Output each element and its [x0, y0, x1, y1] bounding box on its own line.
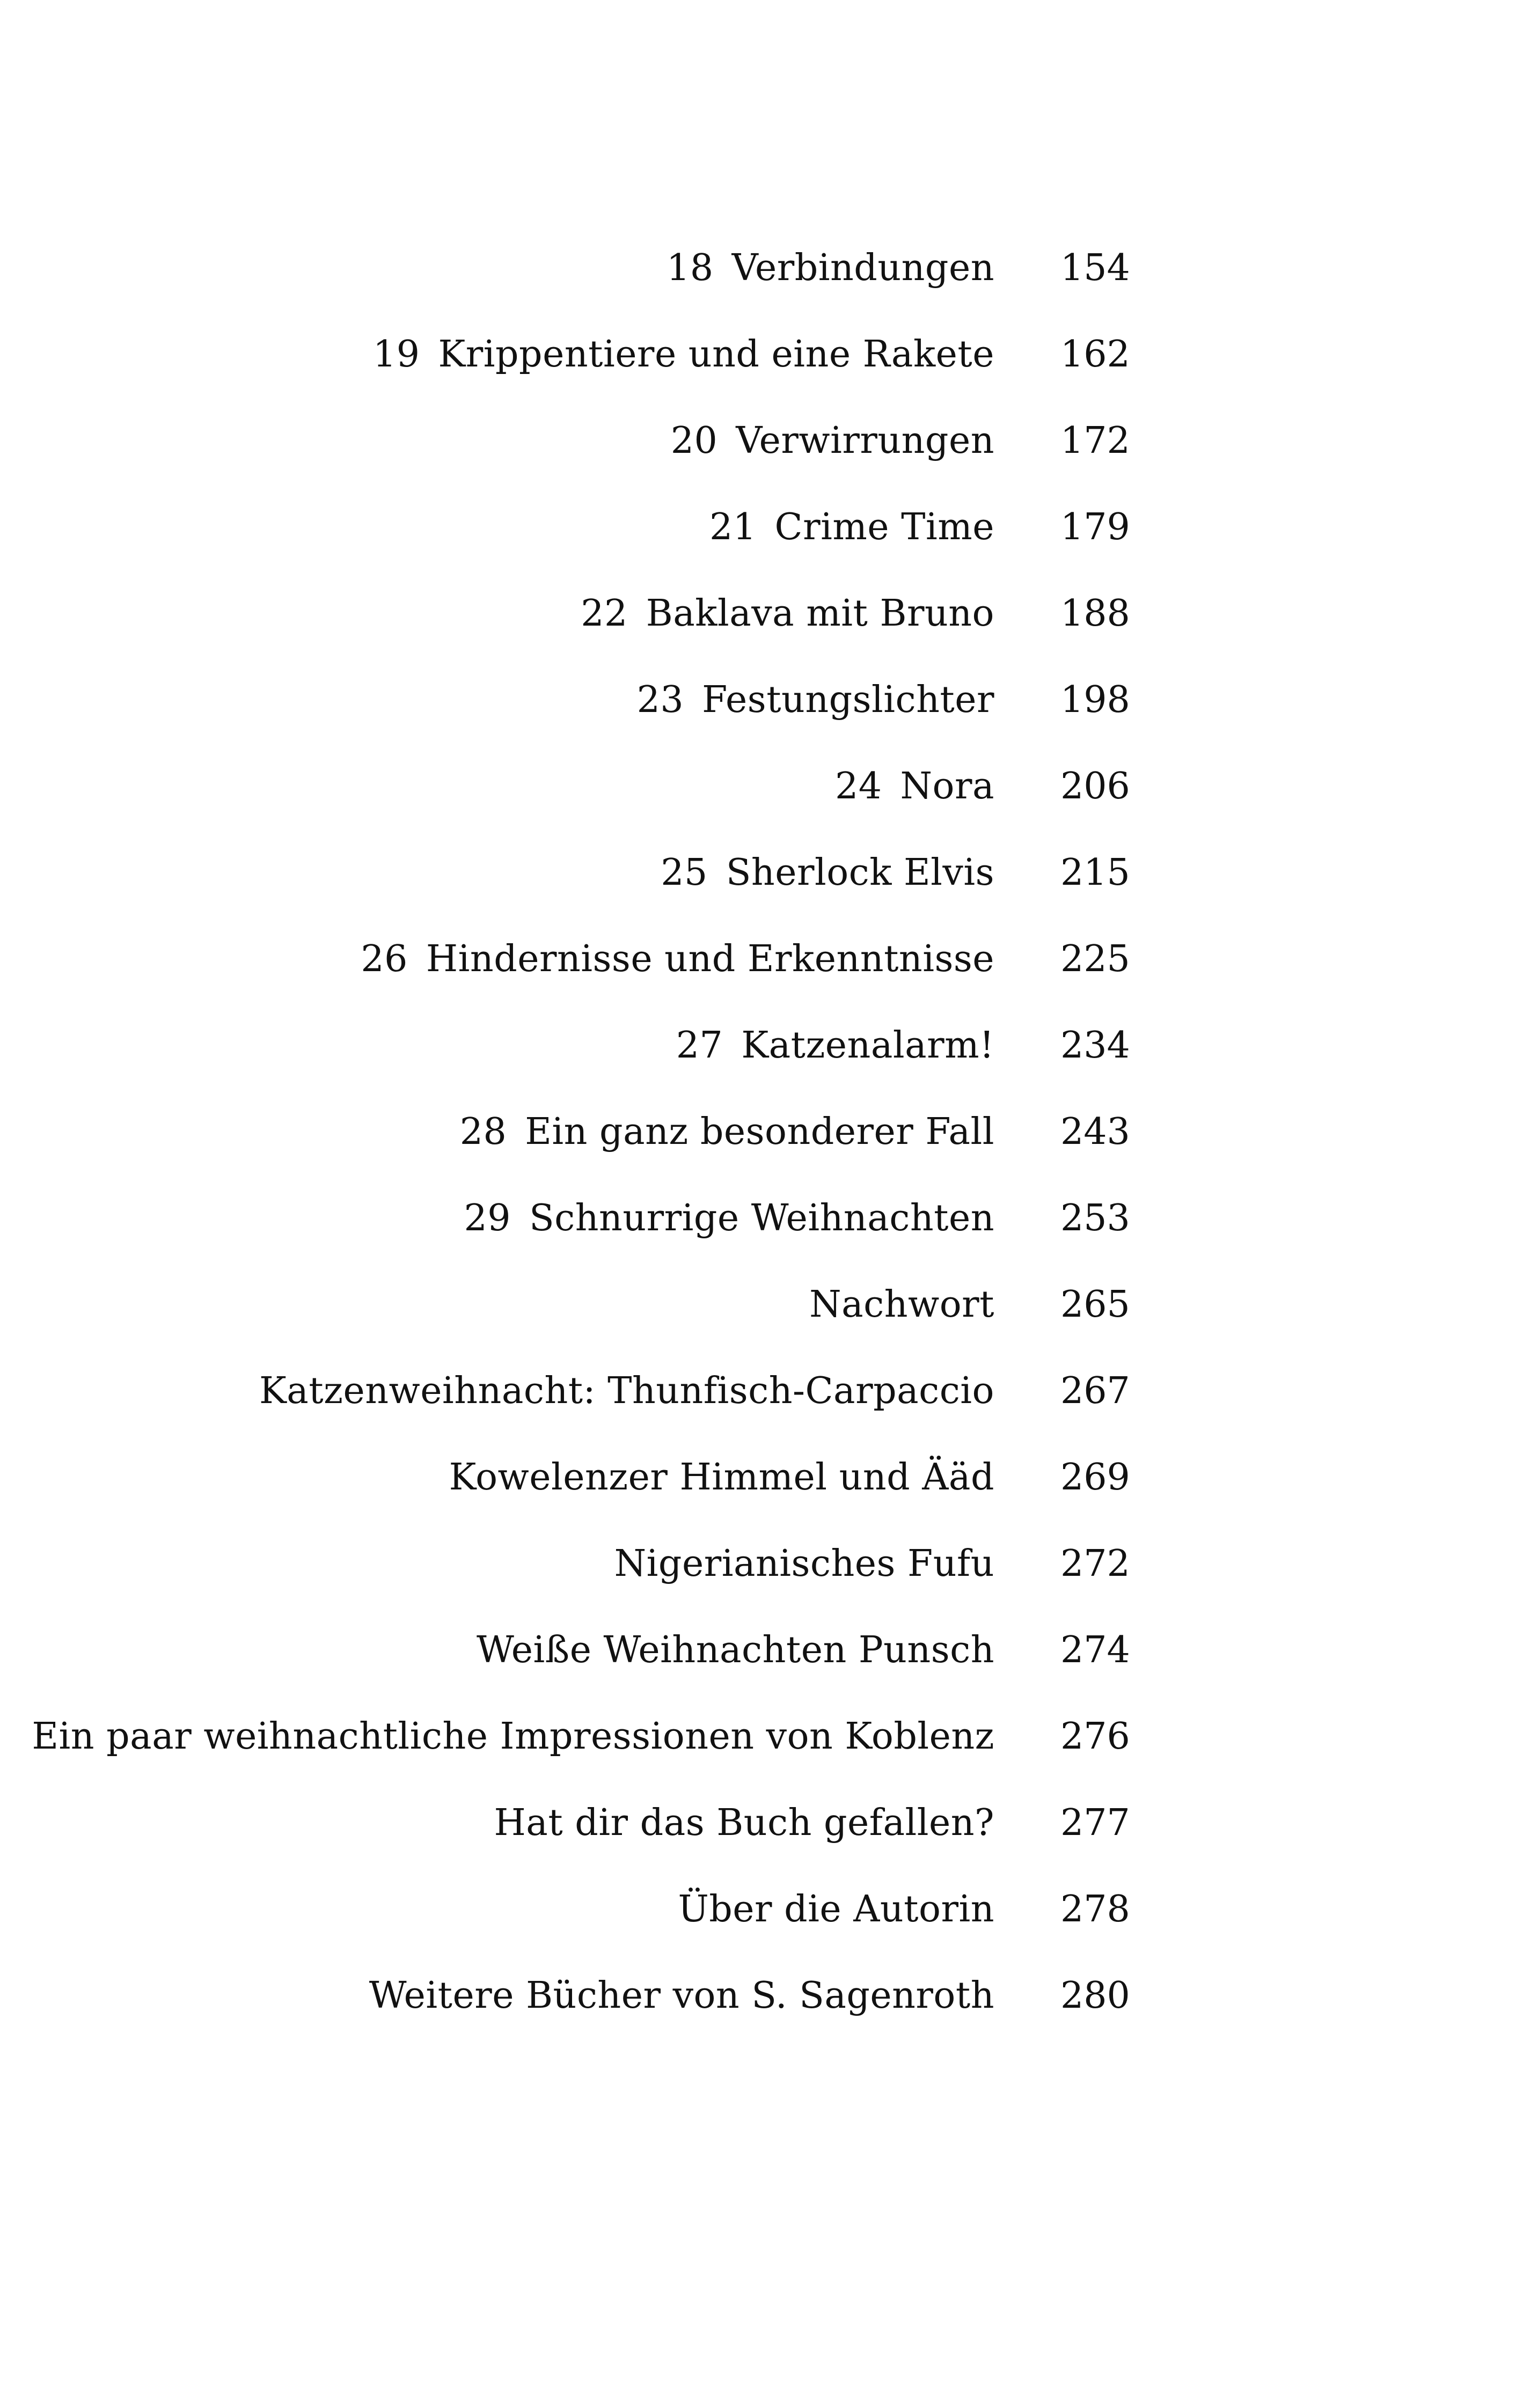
toc-entry-title: Katzenalarm!	[741, 1024, 994, 1067]
toc-page-number: 243	[1060, 1111, 1130, 1153]
toc-entry	[0, 1181, 1523, 1256]
toc-page-number: 278	[1060, 1888, 1130, 1930]
toc-entry-title: Ein ganz besonderer Fall	[525, 1111, 994, 1153]
toc-entry	[0, 835, 1523, 911]
toc-entry-title-block	[678, 1872, 994, 1947]
toc-entry-title: Crime Time	[774, 506, 994, 548]
toc-entry	[0, 1095, 1523, 1170]
toc-entry-title-block	[671, 403, 994, 479]
toc-chapter-number: 22	[581, 592, 628, 635]
toc-entry-title-block	[477, 1613, 994, 1688]
toc-entry-title: Weiße Weihnachten Punsch	[476, 1629, 994, 1671]
toc-entry-title: Katzenweihnacht: Thunfisch-Carpaccio	[259, 1370, 994, 1412]
toc-entry-title: Schnurrige Weihnachten	[529, 1197, 994, 1239]
toc-chapter-number: 25	[661, 851, 708, 894]
toc-entry	[0, 1354, 1523, 1429]
toc-entry-title: Hat dir das Buch gefallen?	[494, 1802, 994, 1844]
toc-entry	[0, 403, 1523, 479]
toc-entry	[0, 1008, 1523, 1083]
toc-entry	[0, 231, 1523, 306]
toc-entry-title-block	[661, 835, 994, 911]
toc-page-number: 172	[1060, 420, 1130, 462]
toc-entry-title-block	[373, 317, 994, 392]
toc-entry-title: Weitere Bücher von S. Sagenroth	[369, 1974, 994, 2017]
toc-page-number: 277	[1060, 1802, 1130, 1844]
toc-chapter-number: 18	[667, 247, 714, 289]
toc-entry	[0, 1613, 1523, 1688]
toc-entry-title: Nachwort	[809, 1283, 994, 1326]
toc-page-number: 234	[1060, 1024, 1130, 1067]
toc-entry	[0, 1440, 1523, 1515]
toc-entry-title-block	[460, 1095, 994, 1170]
toc-page-number: 253	[1060, 1197, 1130, 1239]
toc-entry-title-block	[259, 1354, 994, 1429]
toc-entry-title: Festungslichter	[702, 679, 994, 721]
toc-chapter-number: 19	[372, 333, 420, 376]
toc-entry-title-block	[637, 663, 994, 738]
toc-entry-title: Nigerianisches Fufu	[614, 1543, 994, 1585]
toc-page-number: 154	[1060, 247, 1130, 289]
toc-entry-title-block	[494, 1786, 995, 1861]
toc-page-number: 267	[1060, 1370, 1130, 1412]
toc-page-number: 162	[1060, 333, 1130, 376]
toc-entry	[0, 1267, 1523, 1342]
toc-page-number: 179	[1060, 506, 1130, 548]
toc-entry-title: Verbindungen	[731, 247, 994, 289]
toc-chapter-number: 23	[636, 679, 684, 721]
toc-page-number: 198	[1060, 679, 1130, 721]
toc-entry-title: Verwirrungen	[736, 420, 994, 462]
toc-entry-title: Krippentiere und eine Rakete	[438, 333, 994, 376]
toc-chapter-number: 21	[709, 506, 757, 548]
toc-entry-title-block	[667, 231, 994, 306]
toc-entry-title: Sherlock Elvis	[726, 851, 994, 894]
toc-entry-title: Nora	[900, 765, 994, 807]
toc-page-number: 225	[1060, 938, 1130, 980]
toc-page-number: 272	[1060, 1543, 1130, 1585]
toc-entry	[0, 1526, 1523, 1602]
toc-entry-title-block	[32, 1699, 994, 1774]
toc-entry-title-block	[581, 576, 994, 651]
toc-chapter-number: 28	[459, 1111, 507, 1153]
toc-chapter-number: 20	[670, 420, 718, 462]
toc-entry-title-block	[464, 1181, 994, 1256]
toc-entry	[0, 1872, 1523, 1947]
toc-page-number: 269	[1060, 1456, 1130, 1499]
toc-entry	[0, 922, 1523, 997]
toc-page-number: 276	[1060, 1715, 1130, 1758]
toc-page-number: 188	[1060, 592, 1130, 635]
toc-entry-title-block	[369, 1958, 994, 2033]
toc-chapter-number: 26	[361, 938, 408, 980]
toc-entry-title-block	[676, 1008, 994, 1083]
toc-page-number: 215	[1060, 851, 1130, 894]
toc-page-number: 265	[1060, 1283, 1130, 1326]
toc-chapter-number: 24	[834, 765, 882, 807]
toc-entry	[0, 749, 1523, 824]
toc-entry-title-block	[709, 490, 994, 565]
toc-entry	[0, 1786, 1523, 1861]
toc-entry-title: Über die Autorin	[678, 1888, 994, 1930]
toc-entry	[0, 1699, 1523, 1774]
toc-entry	[0, 576, 1523, 651]
toc-entry-title-block	[835, 749, 994, 824]
toc-chapter-number: 29	[464, 1197, 511, 1239]
toc-entry-title-block	[449, 1440, 994, 1515]
toc-entry-title-block	[614, 1526, 994, 1602]
toc-entry	[0, 1958, 1523, 2033]
toc-entry-title: Ein paar weihnachtliche Impressionen von Koblenz	[32, 1715, 994, 1758]
toc-entry-title-block	[809, 1267, 994, 1342]
toc-entry	[0, 490, 1523, 565]
toc-entry-title: Hindernisse und Erkenntnisse	[426, 938, 994, 980]
toc-entry	[0, 317, 1523, 392]
toc-page-number: 206	[1060, 765, 1130, 807]
toc-page-number: 280	[1060, 1974, 1130, 2017]
toc-entry-title: Kowelenzer Himmel und Ääd	[449, 1456, 994, 1499]
toc-chapter-number: 27	[676, 1024, 723, 1067]
toc-page-number: 274	[1060, 1629, 1130, 1671]
toc-entry	[0, 663, 1523, 738]
toc-entry-title-block	[361, 922, 994, 997]
toc-entry-title: Baklava mit Bruno	[646, 592, 994, 635]
